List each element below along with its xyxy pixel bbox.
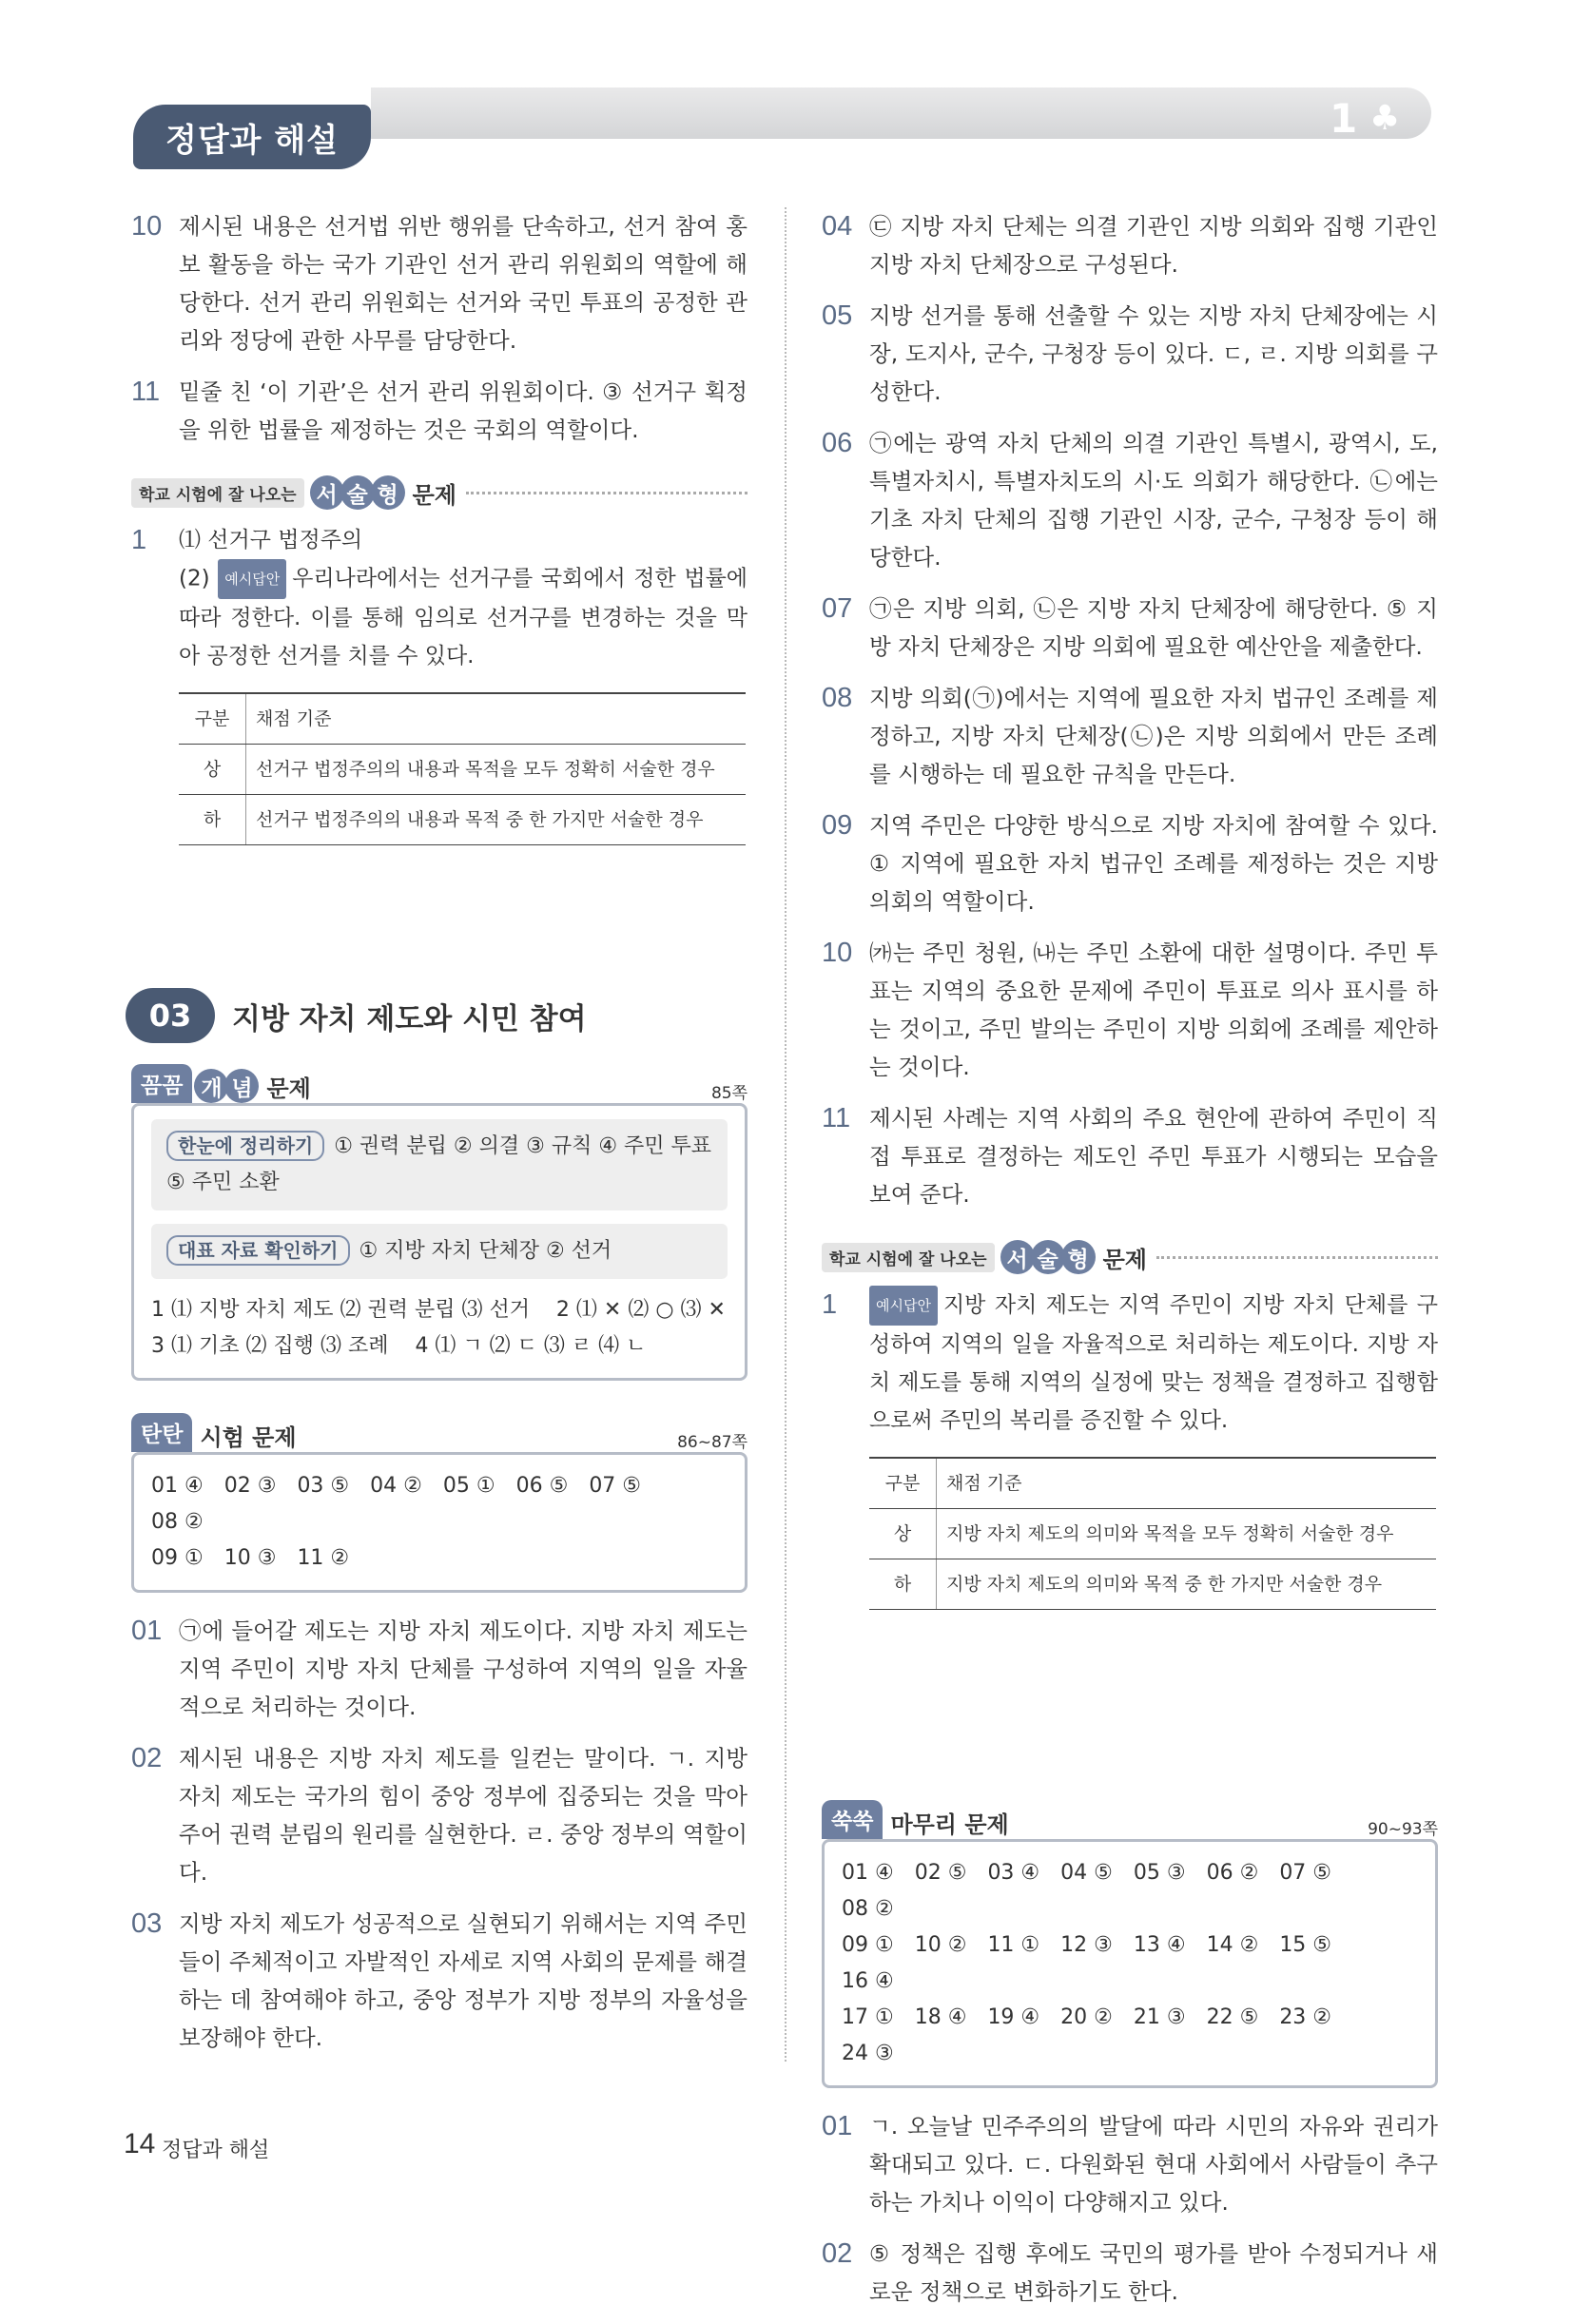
answer-key-item: 17 ① bbox=[842, 2005, 894, 2029]
answer-key-item: 02 ⑤ bbox=[914, 1861, 967, 1885]
answer-item: 10 제시된 내용은 선거법 위반 행위를 단속하고, 선거 참여 홍보 활동을 하는 국가 기관인 선거 관리 위원회의 역할에 해당한다. 선거 관리 위원회는 선거와 국민 투표의 공정한 관리와 정당에 관한 사무를 담당한다. bbox=[131, 211, 748, 354]
concept-section-header: 꼼꼼 개 념 문제 85쪽 bbox=[131, 1064, 748, 1103]
answer-key-item: 03 ④ bbox=[987, 1861, 1040, 1885]
answer-key-item: 05 ① bbox=[442, 1474, 495, 1498]
answer-key-item: 11 ① bbox=[987, 1933, 1040, 1957]
header-title: 정답과 해설 bbox=[133, 105, 371, 169]
answer-key-item: 07 ⑤ bbox=[1279, 1861, 1332, 1885]
answer-key-item: 07 ⑤ bbox=[589, 1474, 642, 1498]
answer-key-item: 16 ④ bbox=[842, 1969, 894, 1993]
concept-box: 한눈에 정리하기 ① 권력 분립 ② 의결 ③ 규칙 ④ 주민 투표 ⑤ 주민 소환 대표 자료 확인하기 ① 지방 자치 단체장 ② 선거 1 ⑴ 지방 자치 제도 ⑵ 권력 분립 ⑶ 선거 2 ⑴ ✕ ⑵ ○ ⑶ ✕ 3 ⑴ 기초 ⑵ 집행 ⑶ 조례 4 ⑴ ㄱ ⑵ ㄷ ⑶ ㄹ ⑷ ㄴ bbox=[131, 1103, 748, 1381]
answer-item: 04 ㉢ 지방 자치 단체는 의결 기관인 지방 의회와 집행 기관인 지방 자치 단체장으로 구성된다. bbox=[822, 211, 1438, 278]
answer-key-item: 21 ③ bbox=[1133, 2005, 1186, 2029]
essay-section-header: 학교 시험에 잘 나오는 서 술 형 문제 bbox=[822, 1240, 1438, 1274]
right-column bbox=[822, 207, 1438, 2324]
footer-label: 정답과 해설 bbox=[162, 2139, 270, 2162]
answer-item: 10 ㈎는 주민 청원, ㈏는 주민 소환에 대한 설명이다. 주민 투표는 지역의 중요한 문제에 주민이 투표로 의사 표시를 하는 것이고, 주민 발의는 주민이 지방 의회에 조례를 제안하는 것이다. bbox=[822, 938, 1438, 1080]
grading-table: 구분 채점 기준 상 지방 자치 제도의 의미와 목적을 모두 정확히 서술한 경우 하 지방 자치 제도의 의미와 목적 중 한 가지만 서술한 경우 bbox=[869, 1457, 1436, 1610]
left-column bbox=[131, 207, 748, 2070]
header-band bbox=[371, 87, 1431, 139]
answer-key-item: 18 ④ bbox=[914, 2005, 967, 2029]
header-mark: 1 bbox=[1330, 95, 1358, 142]
column-divider bbox=[785, 207, 786, 2062]
answer-item: 06 ㉠에는 광역 자치 단체의 의결 기관인 특별시, 광역시, 도, 특별자치시, 특별자치도의 시·도 의회가 해당한다. ㉡에는 기초 자치 단체의 집행 기관인 시장, 군수, 구청장 등이 해당한다. bbox=[822, 428, 1438, 571]
answer-key-item: 23 ② bbox=[1279, 2005, 1332, 2029]
essay-answer: 1 ⑴ 선거구 법정주의 (2) 예시답안 우리나라에서는 선거구를 국회에서 정한 법률에 따라 정한다. 이를 통해 임의로 선거구를 변경하는 것을 막아 공정한 선거를 치를 수 있다. 구분 채점 기준 상 선거구 법정주의의 내용과 목적을 모두 정확히 서술한 경우 하 선거구 법정주의의 내용과 목적 중 한 가지만 서술한 경우 bbox=[131, 521, 748, 845]
answer-key-item: 06 ② bbox=[1206, 1861, 1259, 1885]
page-number: 14 bbox=[124, 2128, 156, 2159]
answer-item: 07 ㉠은 지방 의회, ㉡은 지방 자치 단체장에 해당한다. ⑤ 지방 자치 단체장은 지방 의회에 필요한 예산안을 제출한다. bbox=[822, 593, 1438, 660]
final-section-header: 쑥쑥 마무리 문제 90~93쪽 bbox=[822, 1800, 1438, 1839]
answer-item: 05 지방 선거를 통해 선출할 수 있는 지방 자치 단체장에는 시장, 도지사, 군수, 구청장 등이 있다. ㄷ, ㄹ. 지방 의회를 구성한다. bbox=[822, 300, 1438, 405]
answer-key-item: 04 ⑤ bbox=[1060, 1861, 1113, 1885]
answer-key-item: 04 ② bbox=[370, 1474, 422, 1498]
answer-item: 11 제시된 사례는 지역 사회의 주요 현안에 관하여 주민이 직접 투표로 결정하는 제도인 주민 투표가 시행되는 모습을 보여 준다. bbox=[822, 1103, 1438, 1208]
answer-key-item: 24 ③ bbox=[842, 2042, 894, 2065]
essay-answer: 1 예시답안 지방 자치 제도는 지역 주민이 지방 자치 단체를 구성하여 지역의 일을 자율적으로 처리하는 제도이다. 지방 자치 제도를 통해 지역의 실정에 맞는 정책을 결정하고 집행함으로써 주민의 복리를 증진할 수 있다. 구분 채점 기준 상 지방 자치 제도의 의미와 목적을 모두 정확히 서술한 경우 하 지방 자치 제도의 의미와 목적 중 한 가지만 서술한 경우 bbox=[822, 1286, 1438, 1610]
answer-item: 01 ㉠에 들어갈 제도는 지방 자치 제도이다. 지방 자치 제도는 지역 주민이 지방 자치 단체를 구성하여 지역의 일을 자율적으로 처리하는 것이다. bbox=[131, 1616, 748, 1720]
answer-key-item: 15 ⑤ bbox=[1279, 1933, 1332, 1957]
answer-key-item: 09 ① bbox=[151, 1546, 204, 1570]
answer-item: 02 제시된 내용은 지방 자치 제도를 일컫는 말이다. ㄱ. 지방 자치 제도는 국가의 힘이 중앙 정부에 집중되는 것을 막아 주어 권력 분립의 원리를 실현한다. ㄹ. 중앙 정부의 역할이다. bbox=[131, 1743, 748, 1886]
answer-key-item: 14 ② bbox=[1206, 1933, 1259, 1957]
exam-section-header: 탄탄 시험 문제 86~87쪽 bbox=[131, 1413, 748, 1452]
answer-key-item: 05 ③ bbox=[1133, 1861, 1186, 1885]
answer-key-item: 10 ③ bbox=[223, 1546, 277, 1570]
answer-item: 11 밑줄 친 ‘이 기관’은 선거 관리 위원회이다. ③ 선거구 획정을 위한 법률을 제정하는 것은 국회의 역할이다. bbox=[131, 377, 748, 443]
grading-table: 구분 채점 기준 상 선거구 법정주의의 내용과 목적을 모두 정확히 서술한 경우 하 선거구 법정주의의 내용과 목적 중 한 가지만 서술한 경우 bbox=[179, 692, 746, 845]
final-answer-box bbox=[822, 1839, 1438, 2088]
answer-item: 01 ㄱ. 오늘날 민주주의의 발달에 따라 시민의 자유와 권리가 확대되고 있다. ㄷ. 다원화된 현대 사회에서 사람들이 추구하는 가치나 이익이 다양해지고 있다. bbox=[822, 2111, 1438, 2216]
answer-key-item: 03 ⑤ bbox=[297, 1474, 350, 1498]
answer-key-item: 01 ④ bbox=[151, 1474, 204, 1498]
answer-item: 02 ⑤ 정책은 집행 후에도 국민의 평가를 받아 수정되거나 새로운 정책으로 변화하기도 한다. bbox=[822, 2238, 1438, 2305]
answer-key-item: 12 ③ bbox=[1060, 1933, 1113, 1957]
answer-key-item: 22 ⑤ bbox=[1206, 2005, 1259, 2029]
answer-key-item: 10 ② bbox=[914, 1933, 967, 1957]
unit-heading: 03 지방 자치 제도와 시민 참여 bbox=[126, 988, 748, 1043]
answer-key-item: 08 ② bbox=[842, 1897, 894, 1921]
essay-section-header: 학교 시험에 잘 나오는 서 술 형 문제 bbox=[131, 475, 748, 510]
answer-item: 03 지방 자치 제도가 성공적으로 실현되기 위해서는 지역 주민들이 주체적이고 자발적인 자세로 지역 사회의 문제를 해결하는 데 참여해야 하고, 중앙 정부가 지방 정부의 자율성을 보장해야 한다. bbox=[131, 1908, 748, 2051]
answer-key-item: 09 ① bbox=[842, 1933, 894, 1957]
answer-key-item: 01 ④ bbox=[842, 1861, 894, 1885]
exam-answer-box bbox=[131, 1452, 748, 1593]
answer-key-item: 06 ⑤ bbox=[515, 1474, 569, 1498]
answer-key-item: 13 ④ bbox=[1133, 1933, 1186, 1957]
answer-key-item: 19 ④ bbox=[987, 2005, 1040, 2029]
answer-key-item: 11 ② bbox=[297, 1546, 350, 1570]
answer-key-item: 08 ② bbox=[151, 1510, 204, 1534]
answer-item: 09 지역 주민은 다양한 방식으로 지방 자치에 참여할 수 있다. ① 지역에 필요한 자치 법규인 조례를 제정하는 것은 지방 의회의 역할이다. bbox=[822, 810, 1438, 915]
club-icon: ♣ bbox=[1369, 99, 1401, 138]
answer-item: 08 지방 의회(㉠)에서는 지역에 필요한 자치 법규인 조례를 제정하고, 지방 자치 단체장(㉡)은 지방 의회에서 만든 조례를 시행하는 데 필요한 규칙을 만든다. bbox=[822, 683, 1438, 787]
answer-key-item: 02 ③ bbox=[223, 1474, 277, 1498]
answer-key-item: 20 ② bbox=[1060, 2005, 1113, 2029]
